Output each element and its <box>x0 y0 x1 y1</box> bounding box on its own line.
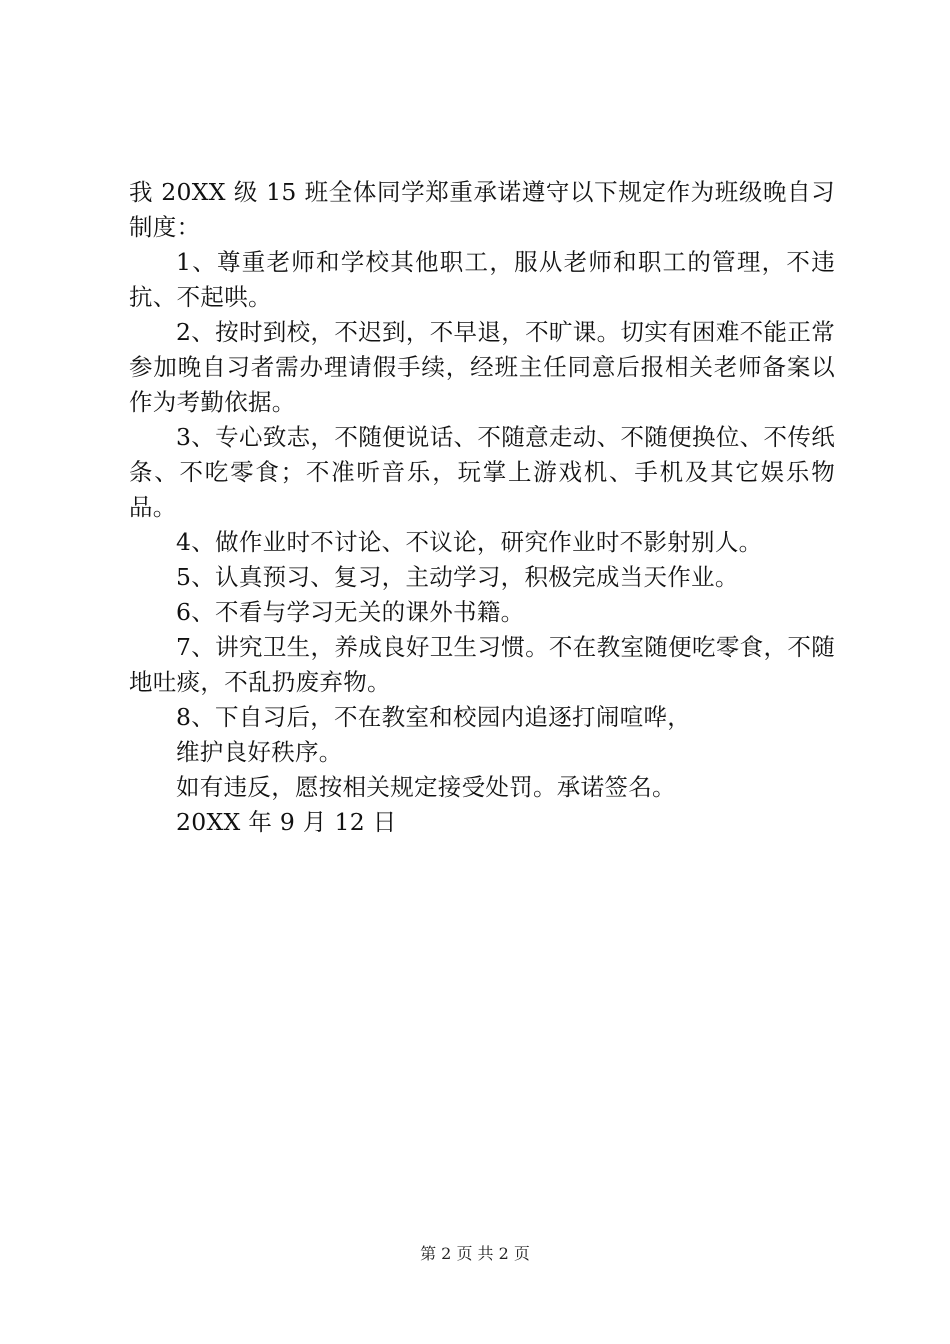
signature-date: 20XX 年 9 月 12 日 <box>176 808 397 836</box>
rule-5: 5、认真预习、复习，主动学习，积极完成当天作业。 <box>176 563 739 591</box>
rule-8-continuation: 维护良好秩序。 <box>176 738 343 766</box>
rule-1: 1、尊重老师和学校其他职工，服从老师和职工的管理，不违抗、不起哄。 <box>129 248 835 311</box>
rule-3: 3、专心致志，不随便说话、不随意走动、不随便换位、不传纸条、不吃零食；不准听音乐，玩掌上游戏机、手机及其它娱乐物品。 <box>129 423 835 521</box>
page-footer: 第 2 页 共 2 页 <box>420 1244 530 1263</box>
rule-8: 8、下自习后，不在教室和校园内追逐打闹喧哗， <box>176 703 692 731</box>
intro-paragraph: 我 20XX 级 15 班全体同学郑重承诺遵守以下规定作为班级晚自习制度： <box>129 178 835 241</box>
rule-2: 2、按时到校，不迟到，不早退，不旷课。切实有困难不能正常参加晚自习者需办理请假手续，经班主任同意后报相关老师备案以作为考勤依据。 <box>129 318 835 416</box>
rule-4: 4、做作业时不讨论、不议论，研究作业时不影射别人。 <box>176 528 763 556</box>
document-body <box>129 175 835 840</box>
rule-7: 7、讲究卫生，养成良好卫生习惯。不在教室随便吃零食，不随地吐痰，不乱扔废弃物。 <box>129 633 835 696</box>
rule-6: 6、不看与学习无关的课外书籍。 <box>176 598 525 626</box>
closing-statement: 如有违反，愿按相关规定接受处罚。承诺签名。 <box>176 773 676 801</box>
